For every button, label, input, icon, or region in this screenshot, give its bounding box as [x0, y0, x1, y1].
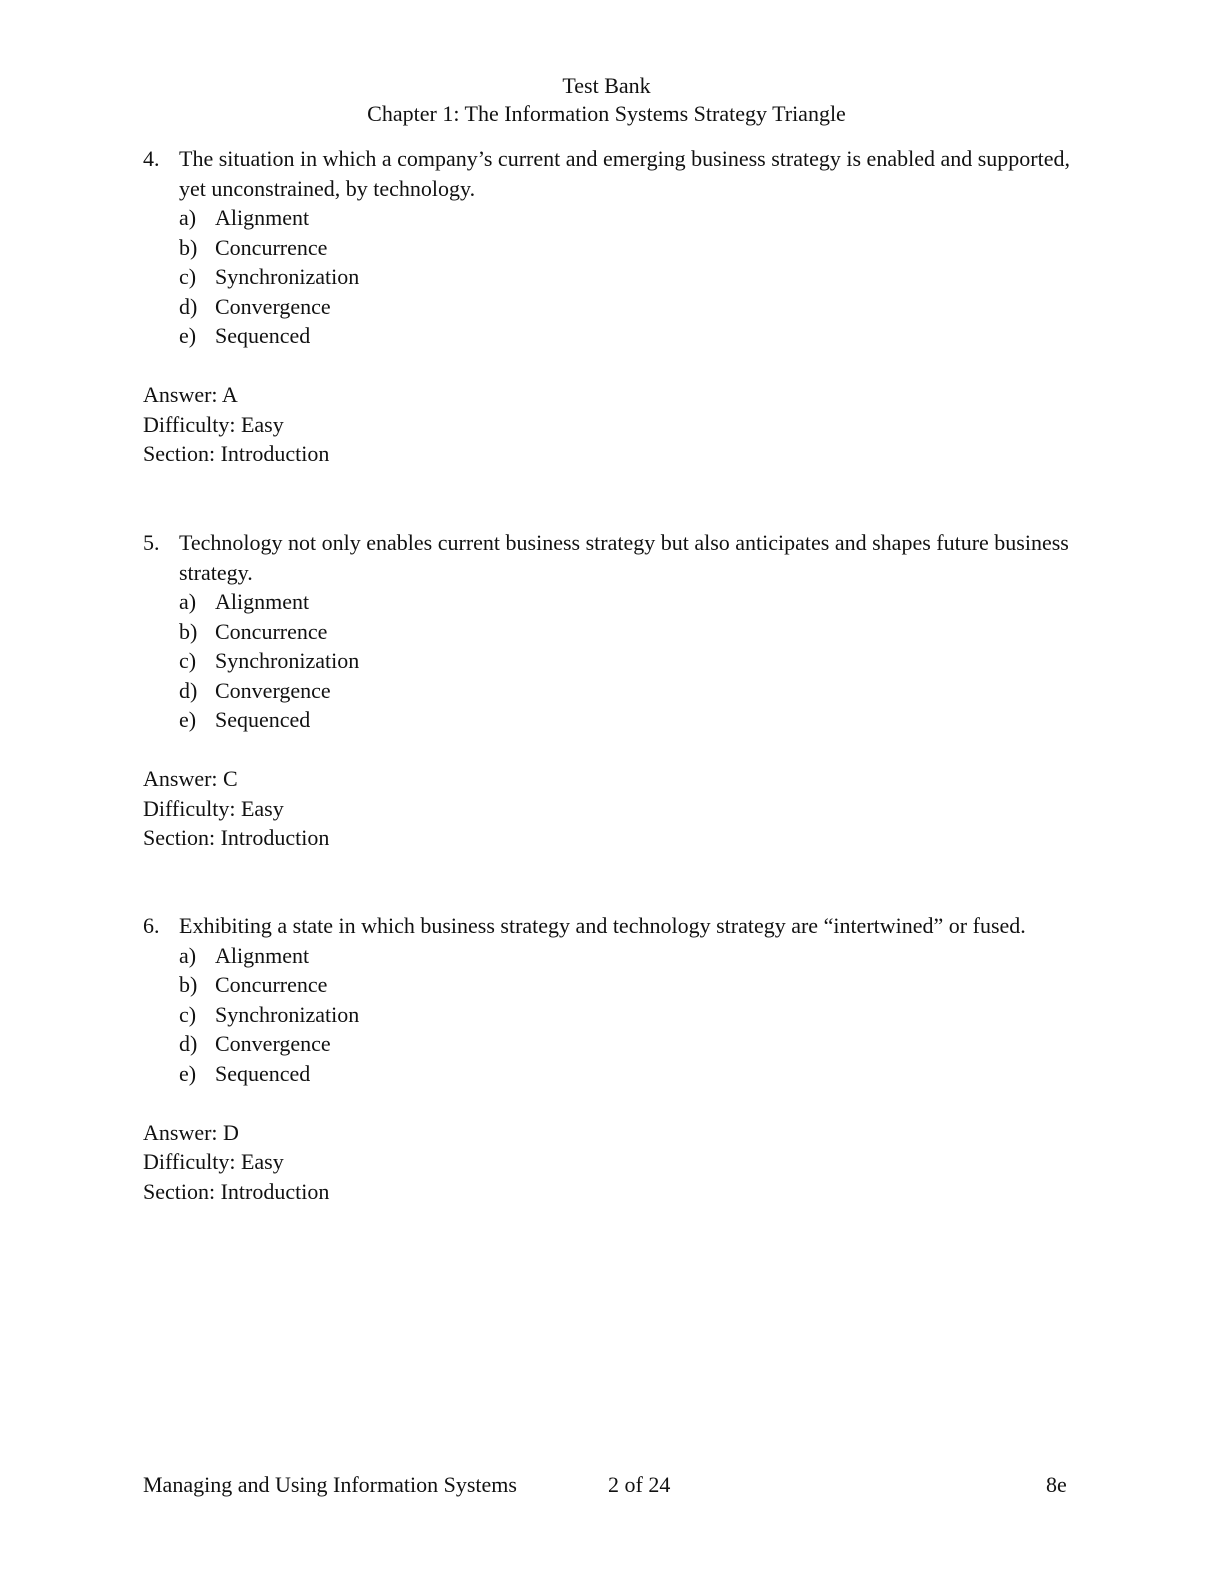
difficulty-line: Difficulty: Easy: [143, 1149, 284, 1174]
option-text: Synchronization: [215, 648, 360, 673]
option-e: [143, 705, 1073, 735]
option-text: Concurrence: [215, 618, 328, 644]
option-text: Alignment: [215, 942, 310, 968]
footer-book-title: Managing and Using Information Systems: [143, 1472, 517, 1497]
document-title: Test Bank: [562, 73, 651, 98]
question-6: [143, 911, 1073, 1206]
option-b: [143, 970, 1073, 1000]
option-letter: b): [179, 972, 198, 997]
option-letter: a): [179, 205, 197, 230]
answer-meta: [143, 380, 1073, 469]
difficulty-line: Difficulty: Easy: [143, 411, 284, 437]
option-text: Alignment: [215, 205, 310, 230]
option-letter: a): [179, 589, 197, 614]
difficulty-line: Difficulty: Easy: [143, 795, 284, 821]
question-number: 4.: [143, 146, 160, 171]
footer-edition: 8e: [1046, 1472, 1067, 1497]
option-a: [143, 587, 1073, 617]
question-5: [143, 528, 1073, 853]
option-letter: d): [179, 293, 198, 319]
option-letter: e): [179, 323, 197, 348]
option-text: Synchronization: [215, 1001, 360, 1027]
answer-options: [143, 941, 1073, 1089]
answer-line: Answer: D: [143, 1119, 239, 1145]
chapter-title: Chapter 1: The Information Systems Strategy Triangle: [367, 101, 846, 126]
option-text: Convergence: [215, 677, 331, 703]
answer-line: Answer: A: [143, 382, 238, 407]
question-text: The situation in which a company’s current and emerging business strategy is enabled and supported, yet unconstrained, by technology.: [179, 146, 1070, 201]
option-c: [143, 262, 1073, 292]
option-letter: c): [179, 648, 197, 673]
section-line: Section: Introduction: [143, 825, 330, 850]
question-stem: [143, 911, 1073, 941]
question-stem: [143, 528, 1073, 587]
answer-options: [143, 203, 1073, 351]
option-letter: c): [179, 1001, 197, 1027]
option-text: Sequenced: [215, 323, 311, 348]
option-b: [143, 233, 1073, 263]
section-line: Section: Introduction: [143, 441, 330, 466]
question-number: 6.: [143, 913, 160, 938]
option-letter: a): [179, 942, 197, 968]
option-text: Sequenced: [215, 707, 311, 732]
question-number: 5.: [143, 530, 160, 555]
question-stem: [143, 144, 1073, 203]
option-text: Synchronization: [215, 264, 360, 289]
option-text: Concurrence: [215, 972, 328, 997]
question-text: Exhibiting a state in which business strategy and technology strategy are “intertwined” or fused.: [179, 913, 1026, 938]
option-b: [143, 617, 1073, 647]
option-c: [143, 1000, 1073, 1030]
page-footer: [0, 1470, 1224, 1500]
option-letter: b): [179, 618, 198, 644]
option-letter: c): [179, 264, 197, 289]
answer-meta: [143, 764, 1073, 853]
question-text: Technology not only enables current business strategy but also anticipates and shapes future business strategy.: [179, 530, 1069, 585]
section-line: Section: Introduction: [143, 1178, 330, 1204]
option-letter: b): [179, 234, 198, 260]
option-letter: e): [179, 1060, 197, 1086]
answer-options: [143, 587, 1073, 735]
option-text: Convergence: [215, 293, 331, 319]
option-d: [143, 1029, 1073, 1059]
option-c: [143, 646, 1073, 676]
option-a: [143, 941, 1073, 971]
option-letter: e): [179, 707, 197, 732]
option-text: Concurrence: [215, 234, 328, 260]
option-a: [143, 203, 1073, 233]
question-4: [143, 144, 1073, 469]
page-header: [0, 72, 1213, 128]
option-e: [143, 321, 1073, 351]
option-text: Convergence: [215, 1031, 331, 1056]
footer-page-number: 2 of 24: [608, 1472, 671, 1497]
option-d: [143, 292, 1073, 322]
option-text: Sequenced: [215, 1060, 311, 1086]
option-e: [143, 1059, 1073, 1089]
option-letter: d): [179, 1031, 198, 1056]
option-d: [143, 676, 1073, 706]
option-letter: d): [179, 677, 198, 703]
option-text: Alignment: [215, 589, 310, 614]
answer-meta: [143, 1118, 1073, 1207]
answer-line: Answer: C: [143, 766, 238, 791]
